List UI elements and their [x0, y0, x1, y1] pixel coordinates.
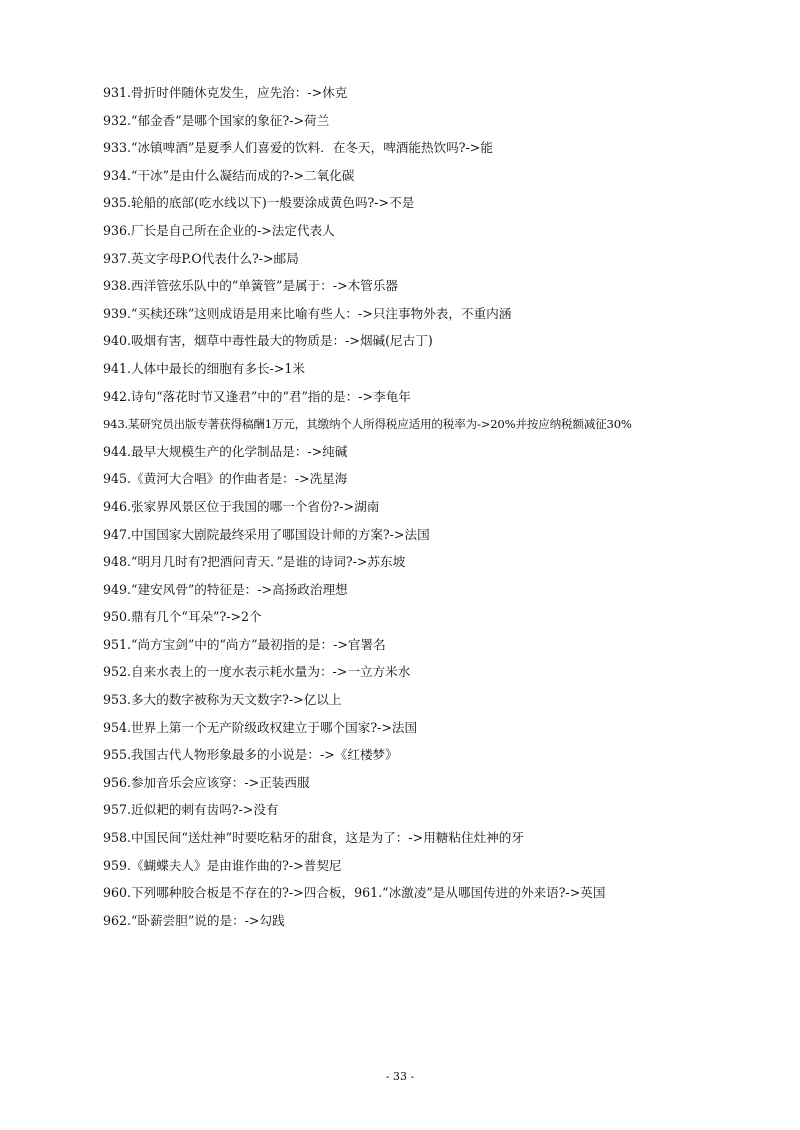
qa-line-944: 944.最早大规模生产的化学制品是：->纯碱 [103, 443, 348, 459]
qa-line-947: 947.中国国家大剧院最终采用了哪国设计师的方案?->法国 [103, 526, 430, 542]
qa-line-946: 946.张家界风景区位于我国的哪一个省份?->湖南 [103, 498, 380, 514]
qa-line-938: 938.西洋管弦乐队中的“单簧管”是属于：->木管乐器 [103, 278, 399, 294]
qa-line-955: 955.我国古代人物形象最多的小说是：->《红楼梦》 [103, 747, 398, 763]
qa-line-937: 937.英文字母P.O代表什么?->邮局 [103, 250, 299, 266]
qa-line-940: 940.吸烟有害，烟草中毒性最大的物质是：->烟碱(尼古丁) [103, 333, 433, 349]
qa-line-958: 958.中国民间“送灶神”时要吃粘牙的甜食，这是为了：->用糖粘住灶神的牙 [103, 830, 524, 846]
qa-line-948: 948.“明月几时有?把酒问青天．”是谁的诗词?->苏东坡 [103, 554, 406, 570]
qa-line-935: 935.轮船的底部(吃水线以下)一般要涂成黄色吗?->不是 [103, 195, 415, 211]
qa-line-954: 954.世界上第一个无产阶级政权建立于哪个国家?->法国 [103, 719, 418, 735]
qa-line-934: 934.“干冰”是由什么凝结而成的?->二氧化碳 [103, 167, 355, 183]
qa-line-959: 959.《蝴蝶夫人》是由谁作曲的?->普契尼 [103, 857, 342, 873]
qa-line-956: 956.参加音乐会应该穿：->正装西服 [103, 774, 310, 790]
qa-line-931: 931.骨折时伴随休克发生，应先治：->休克 [103, 85, 348, 100]
qa-line-949: 949.“建安风骨”的特征是：->高扬政治理想 [103, 581, 348, 597]
qa-line-936: 936.厂长是自己所在企业的->法定代表人 [103, 222, 335, 238]
qa-line-942: 942.诗句“落花时节又逢君”中的“君”指的是：->李龟年 [103, 388, 411, 404]
qa-list [103, 82, 763, 937]
qa-line-953: 953.多大的数字被称为天文数字?->亿以上 [103, 692, 342, 708]
qa-line-951: 951.“尚方宝剑”中的“尚方”最初指的是：->官署名 [103, 636, 386, 652]
qa-line-950: 950.鼎有几个“耳朵”?->2个 [103, 609, 262, 625]
qa-line-952: 952.自来水表上的一度水表示耗水量为：->一立方米水 [103, 664, 411, 680]
qa-line-962: 962.“卧薪尝胆”说的是：->勾践 [103, 912, 285, 928]
qa-line-960-961: 960.下列哪种胶合板是不存在的?->四合板，961.“冰激凌”是从哪国传进的外来语?->英国 [103, 885, 606, 901]
qa-line-939: 939.“买椟还珠”这则成语是用来比喻有些人：->只注事物外表，不重内涵 [103, 305, 512, 321]
qa-line-941: 941.人体中最长的细胞有多长->1米 [103, 360, 305, 376]
page-number: - 33 - [385, 1070, 415, 1083]
qa-line-932: 932.“郁金香”是哪个国家的象征?->荷兰 [103, 112, 330, 128]
qa-line-957: 957.近似耙的刺有齿吗?->没有 [103, 802, 279, 818]
qa-line-945: 945.《黄河大合唱》的作曲者是：->冼星海 [103, 471, 348, 487]
qa-line-933: 933.“冰镇啤酒”是夏季人们喜爱的饮料．在冬天，啤酒能热饮吗?->能 [103, 140, 493, 156]
qa-line-943: 943.某研究员出版专著获得稿酬1万元，其缴纳个人所得税应适用的税率为->20%并按应纳税额减征30% [103, 417, 632, 432]
